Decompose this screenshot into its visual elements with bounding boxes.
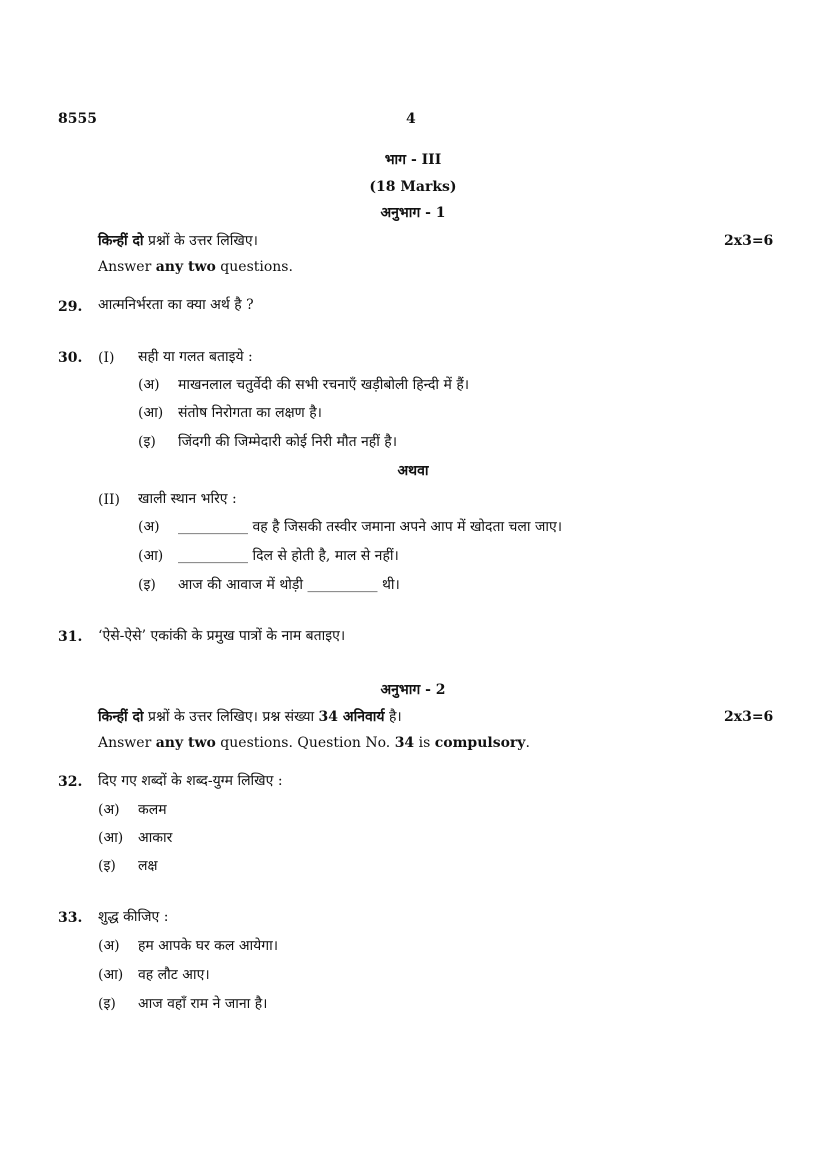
instruction-text: .: [525, 735, 530, 751]
paper-code: 8555: [58, 111, 97, 127]
instruction-bold: किन्हीं दो: [98, 709, 144, 725]
instruction-bold: any two: [155, 259, 216, 275]
part-title: भाग - III: [384, 152, 442, 168]
question-32-item-aa: [98, 831, 172, 845]
question-30-part-1-text: सही या गलत बताइये :: [138, 349, 253, 365]
part-marks: (18 Marks): [369, 179, 457, 195]
instruction-text: Answer: [98, 259, 156, 275]
instruction-bold: any two: [155, 735, 216, 751]
section-1-instruction-english: [98, 260, 293, 274]
item-text: आज की आवाज में थोड़ी __________ थी।: [178, 577, 400, 593]
question-33-item-i: [98, 997, 267, 1011]
item-label: (इ): [138, 434, 156, 450]
or-divider: अथवा: [397, 463, 429, 479]
question-31-text: ‘ऐसे-ऐसे’ एकांकी के प्रमुख पात्रों के नाम बताइए।: [98, 628, 346, 644]
item-label: (इ): [98, 858, 116, 874]
question-33-number: 33.: [58, 910, 83, 926]
section-2-marks: 2x3=6: [724, 709, 774, 725]
page-number: 4: [406, 111, 416, 127]
question-33-item-aa: [98, 968, 210, 982]
item-text: वह लौट आए।: [138, 967, 210, 983]
question-29-number: 29.: [58, 299, 83, 315]
question-30-part-2-item-aa: [138, 549, 399, 563]
item-text: आज वहाँ राम ने जाना है।: [138, 996, 268, 1012]
section-1-instruction-hindi: [98, 234, 258, 248]
section-2-instruction-english: [98, 736, 530, 750]
question-30-part-1-item-i: [138, 435, 397, 449]
item-label: (आ): [98, 830, 124, 846]
section-2-instruction-hindi: [98, 710, 402, 724]
item-text: संतोष निरोगता का लक्षण है।: [178, 405, 322, 421]
instruction-bold: 34 अनिवार्य: [318, 709, 385, 725]
section-2-title: अनुभाग - 2: [380, 682, 446, 698]
item-label: (अ): [98, 802, 120, 818]
question-32-item-a: [98, 803, 167, 817]
question-30-part-1-item-a: [138, 378, 469, 392]
item-text: जिंदगी की जिम्मेदारी कोई निरी मौत नहीं है।: [178, 434, 398, 450]
question-33-item-a: [98, 939, 278, 953]
question-30-part-2-item-i: [138, 578, 400, 592]
item-label: (इ): [138, 577, 156, 593]
question-32-text: दिए गए शब्दों के शब्द-युग्म लिखिए :: [98, 773, 283, 789]
item-label: (आ): [98, 967, 124, 983]
section-1-marks: 2x3=6: [724, 233, 774, 249]
item-text: कलम: [138, 802, 167, 818]
instruction-text: प्रश्नों के उत्तर लिखिए।: [143, 233, 258, 249]
instruction-text: questions. Question No.: [215, 735, 395, 751]
item-label: (अ): [138, 377, 160, 393]
item-text: __________ वह है जिसकी तस्वीर जमाना अपने आप में खोदता चला जाए।: [178, 519, 563, 535]
question-30-part-1-item-aa: [138, 406, 322, 420]
question-33-text: शुद्ध कीजिए :: [98, 909, 169, 925]
item-text: लक्ष: [138, 858, 158, 874]
item-label: (इ): [98, 996, 116, 1012]
item-text: आकार: [138, 830, 173, 846]
question-32-number: 32.: [58, 774, 83, 790]
item-label: (आ): [138, 405, 164, 421]
question-30-part-2-text: खाली स्थान भरिए :: [138, 491, 237, 507]
question-31-number: 31.: [58, 629, 83, 645]
instruction-bold: 34: [394, 735, 415, 751]
question-30-number: 30.: [58, 350, 83, 366]
section-1-title: अनुभाग - 1: [380, 205, 446, 221]
item-label: (अ): [138, 519, 160, 535]
item-text: माखनलाल चतुर्वेदी की सभी रचनाएँ खड़ीबोली हिन्दी में हैं।: [178, 377, 470, 393]
instruction-bold: किन्हीं दो: [98, 233, 144, 249]
instruction-text: Answer: [98, 735, 156, 751]
instruction-text: is: [414, 735, 435, 751]
question-32-item-i: [98, 859, 158, 873]
instruction-text: प्रश्नों के उत्तर लिखिए। प्रश्न संख्या: [143, 709, 319, 725]
instruction-text: questions.: [215, 259, 293, 275]
instruction-text: है।: [384, 709, 402, 725]
question-30-part-1-label: (I): [98, 350, 115, 366]
question-29-text: आत्मनिर्भरता का क्या अर्थ है ?: [98, 297, 254, 313]
item-label: (आ): [138, 548, 164, 564]
item-text: __________ दिल से होती है, माल से नहीं।: [178, 548, 399, 564]
question-30-part-2-label: (II): [98, 492, 120, 508]
item-label: (अ): [98, 938, 120, 954]
question-30-part-2-item-a: [138, 520, 562, 534]
instruction-bold: compulsory: [434, 735, 526, 751]
item-text: हम आपके घर कल आयेगा।: [138, 938, 279, 954]
